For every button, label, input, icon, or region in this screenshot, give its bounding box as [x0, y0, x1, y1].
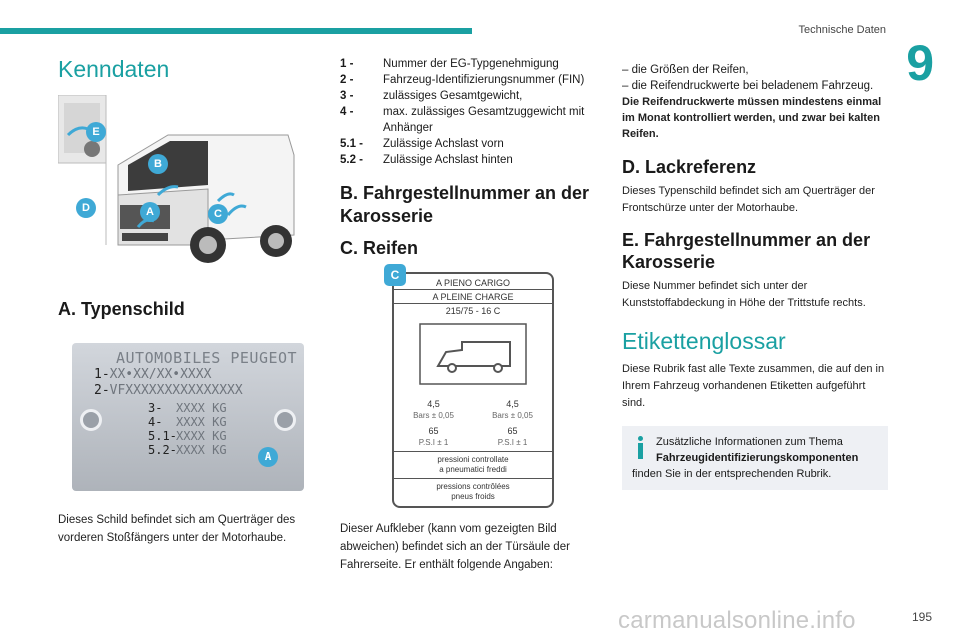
- section-title: Technische Daten: [798, 24, 886, 36]
- typenschild-text: Dieses Schild befindet sich am Querträger des vorderen Stoßfängers unter der Motorhaube.: [58, 513, 296, 544]
- heading-glossar: Etikettenglossar: [622, 327, 786, 354]
- heading-b: B. Fahrgestellnummer an der Karosserie: [340, 183, 590, 226]
- column-middle: [340, 56, 592, 574]
- tire-info-list: [622, 62, 888, 94]
- rear-psi: 65: [507, 425, 518, 436]
- heading-c: C. Reifen: [340, 238, 419, 258]
- plate-row: 2-VFXXXXXXXXXXXXXXX: [94, 382, 243, 398]
- list-item: 2 - Fahrzeug-Identifizierungsnummer (FIN): [340, 74, 585, 86]
- plate-brand: AUTOMOBILES PEUGEOT: [116, 348, 298, 367]
- front-bars: 4,5: [427, 398, 440, 409]
- tire-pressure-label: [390, 267, 554, 508]
- column-right: [622, 62, 888, 490]
- badge-d: D: [76, 198, 96, 218]
- van-load-icon: [418, 322, 528, 386]
- tire-label-line1: A PIENO CARIGO: [394, 274, 552, 290]
- pressure-warning: Die Reifendruckwerte müssen mindestens einmal im Monat kontrolliert werden, und zwar bei kalten Reifen.: [622, 96, 882, 140]
- tire-label-badge-c: C: [384, 264, 406, 286]
- info-box: [622, 426, 888, 490]
- text-e: Diese Nummer befindet sich unter der Kunststoffabdeckung in Höhe der Trittstufe rechts.: [622, 279, 866, 309]
- plate-row: 5.1-XXXX KG: [148, 428, 227, 443]
- list-item: – die Größen der Reifen,: [622, 62, 888, 78]
- front-psi: 65: [428, 425, 439, 436]
- plate-row: 3- XXXX KG: [148, 400, 227, 415]
- list-item: 5.1 - Zulässige Achslast vorn: [340, 138, 504, 150]
- list-item: 4 - max. zulässiges Gesamtzuggewicht mit Anhänger: [340, 106, 585, 134]
- plate-row: 1-XX•XX/XX•XXXX: [94, 366, 212, 382]
- heading-e: E. Fahrgestellnummer an der Karosserie: [622, 229, 871, 272]
- info-line1: Zusätzliche Informationen zum Thema: [656, 435, 843, 448]
- heading-d: D. Lackreferenz: [622, 157, 757, 177]
- badge-b: B: [148, 154, 168, 174]
- badge-c: C: [208, 204, 228, 224]
- psi-unit: P.S.I ± 1: [497, 437, 528, 447]
- watermark: carmanualsonline.info: [618, 607, 856, 634]
- badge-a: A: [140, 202, 160, 222]
- plate-row: 4- XXXX KG: [148, 414, 227, 429]
- list-item: 5.2 - Zulässige Achslast hinten: [340, 154, 513, 166]
- list-item: 3 - zulässiges Gesamtgewicht,: [340, 90, 523, 102]
- text-d: Dieses Typenschild befindet sich am Querträger der Frontschürze unter der Motorhaube.: [622, 184, 875, 214]
- info-line3: finden Sie in der entsprechenden Rubrik.: [632, 467, 832, 480]
- plate-badge-a: A: [258, 447, 278, 467]
- page-title: Kenndaten: [58, 56, 170, 82]
- bars-unit: Bars ± 0,05: [413, 410, 454, 420]
- bars-unit: Bars ± 0,05: [492, 410, 533, 420]
- info-line2: Fahrzeugidentifizierungskomponenten: [656, 451, 859, 464]
- plate-rivet: [80, 409, 102, 431]
- page-number: 195: [911, 610, 932, 624]
- tire-label-line2: A PLEINE CHARGE: [394, 290, 552, 304]
- list-item: – die Reifendruckwerte bei beladenem Fahrzeug.: [622, 78, 888, 94]
- plate-row: 5.2-XXXX KG: [148, 442, 227, 457]
- italian-note: a pneumatici freddi: [439, 464, 507, 474]
- text-glossar: Diese Rubrik fast alle Texte zusammen, die auf den in Ihrem Fahrzeug vorhandenen Etiketten aufgeführt sind.: [622, 362, 885, 409]
- plate-legend-list: [340, 56, 592, 168]
- chapter-number: 9: [906, 35, 934, 91]
- header-accent-bar: [0, 28, 472, 34]
- tire-label-text: Dieser Aufkleber (kann vom gezeigten Bild abweichen) befindet sich an der Türsäule der Fahrerseite. Er enthält folgende Angaben:: [340, 522, 570, 571]
- tire-label-size: 215/75 - 16 C: [445, 305, 501, 316]
- psi-unit: P.S.I ± 1: [418, 437, 449, 447]
- rear-bars: 4,5: [506, 398, 519, 409]
- column-left: [58, 56, 308, 547]
- heading-typenschild: A. Typenschild: [58, 299, 185, 319]
- french-note: pressions contrôlées: [436, 481, 510, 491]
- type-plate-illustration: [72, 343, 304, 491]
- french-note: pneus froids: [451, 491, 495, 501]
- italian-note: pressioni controllate: [437, 454, 509, 464]
- list-item: 1 - Nummer der EG-Typgenehmigung: [340, 58, 559, 70]
- badge-e: E: [86, 122, 106, 142]
- plate-rivet: [274, 409, 296, 431]
